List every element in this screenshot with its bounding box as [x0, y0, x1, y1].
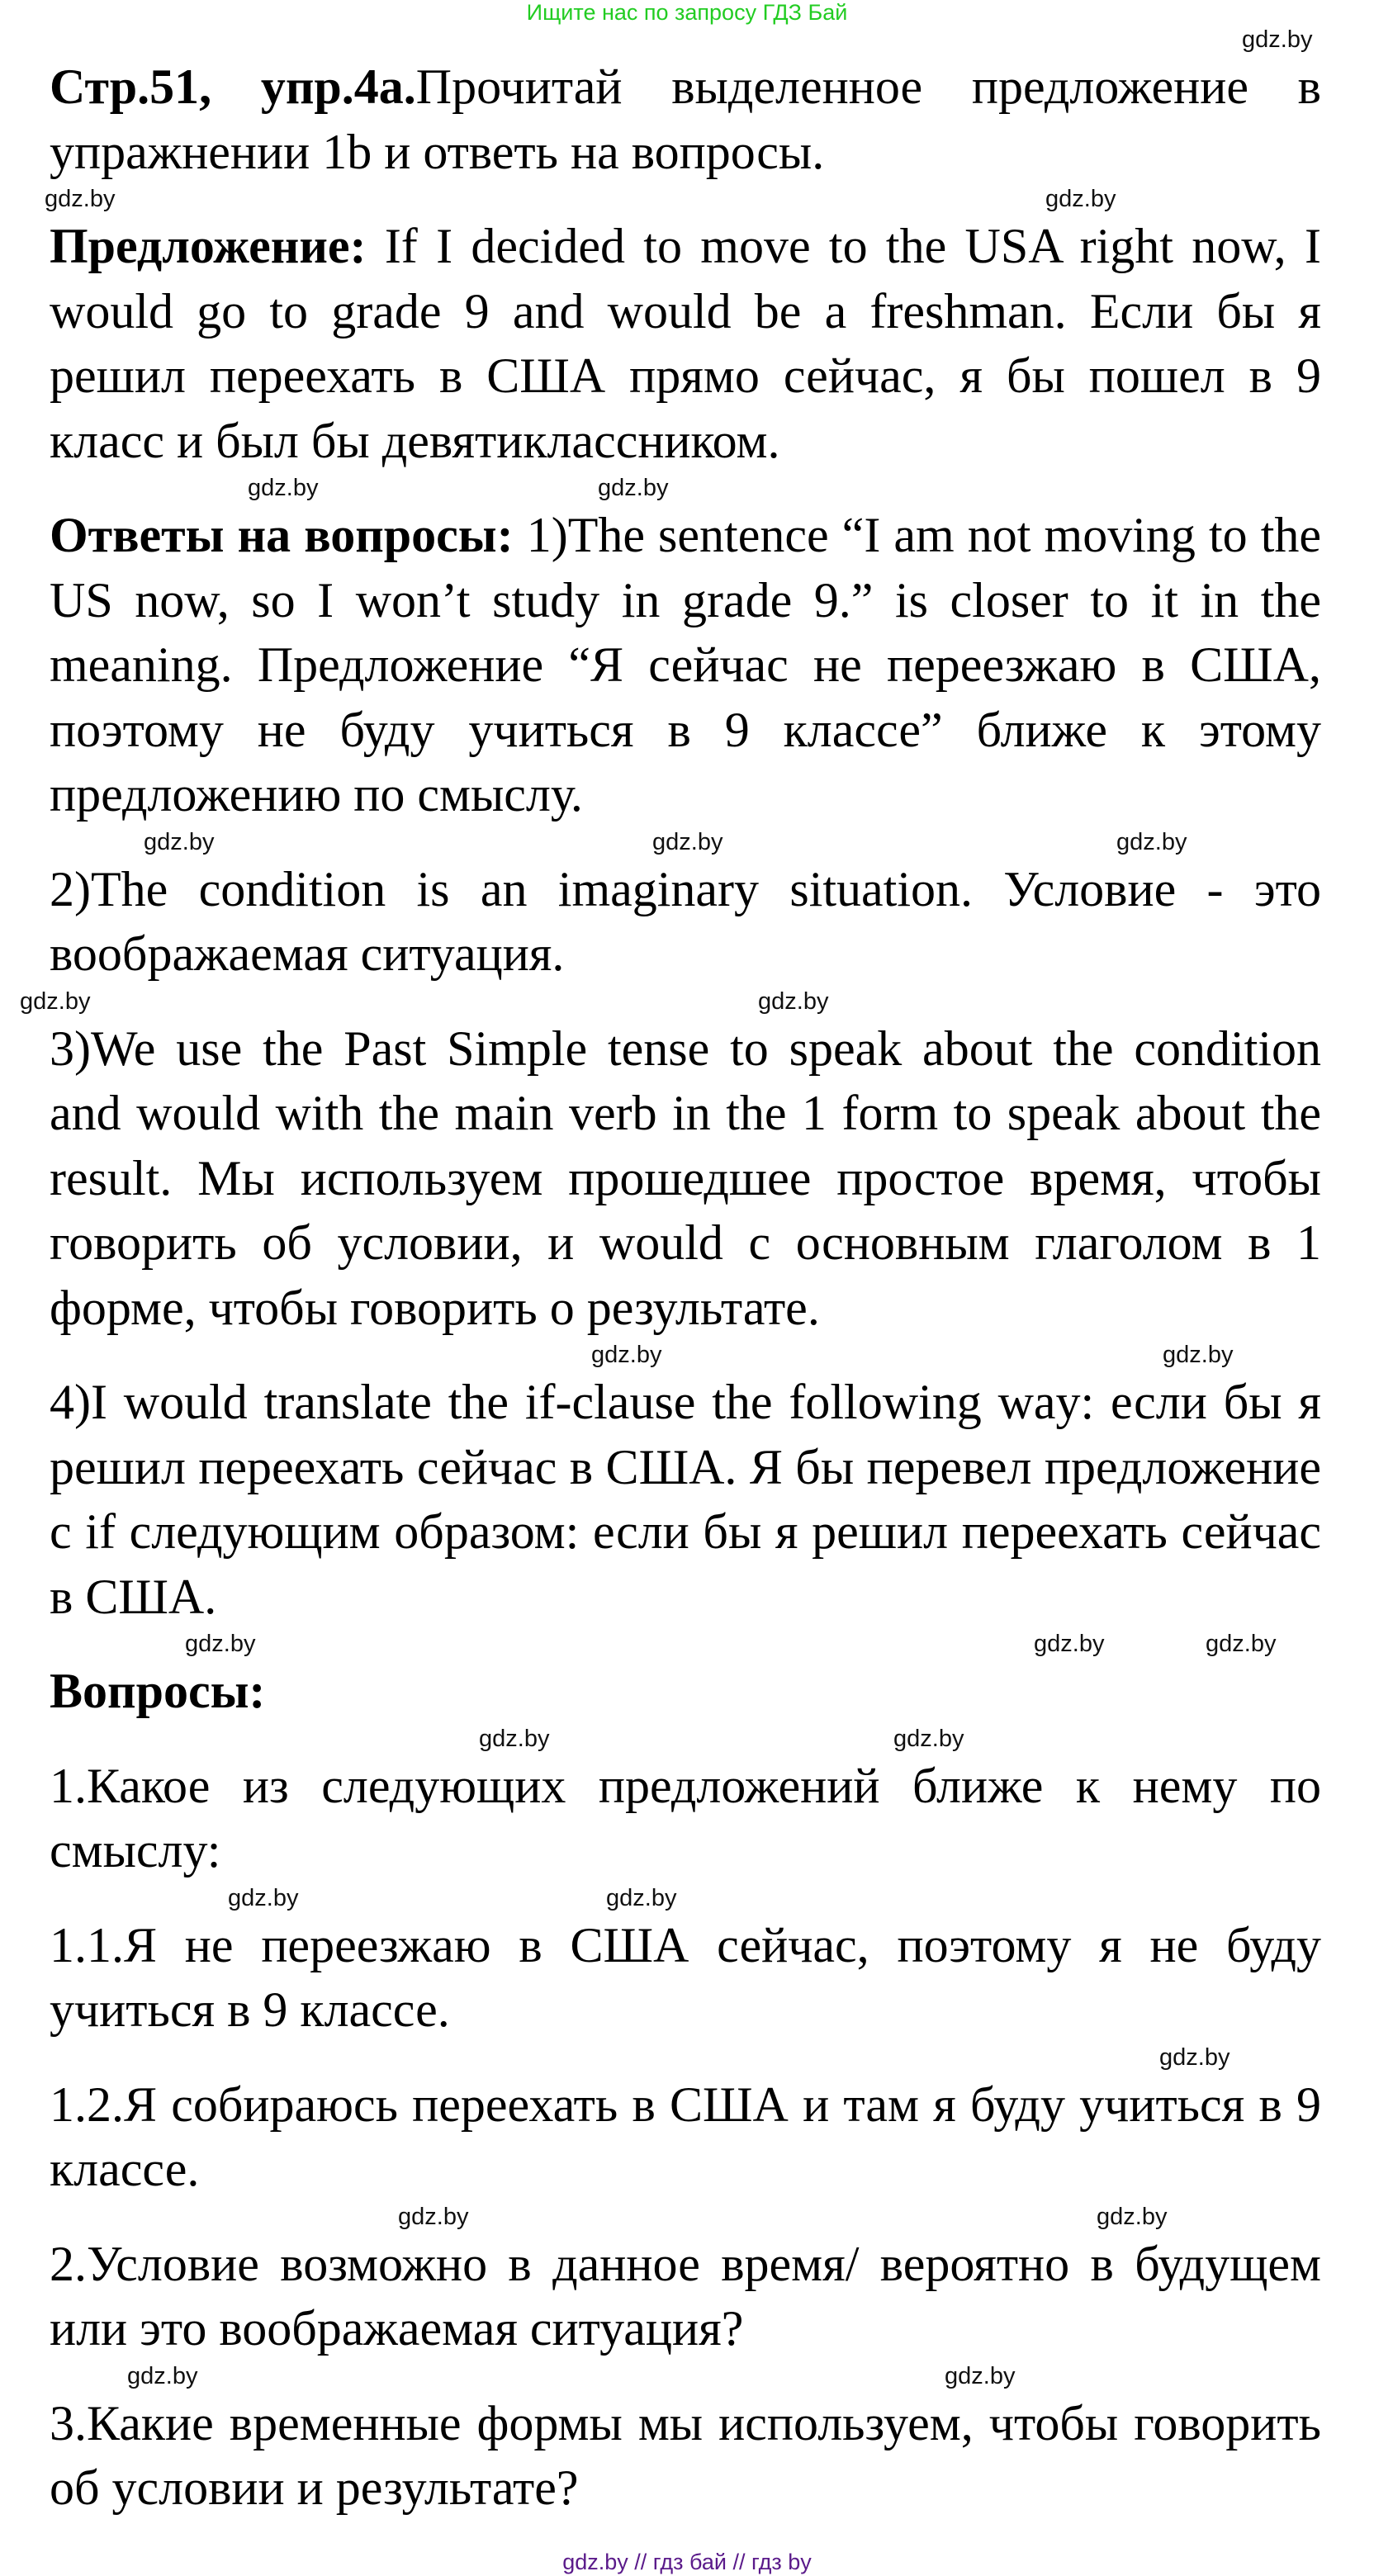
- document-body: [20, 25, 1321, 2521]
- watermark: gdz.by: [1159, 2043, 1230, 2071]
- question-2: 2.Условие возможно в данное время/ вероятно в будущем или это воображаемая ситуация?: [50, 2236, 1321, 2356]
- watermark: gdz.by: [144, 828, 215, 855]
- watermark: gdz.by: [1034, 1631, 1105, 1657]
- footer-links[interactable]: gdz.by // гдз бай // гдз by: [562, 2550, 812, 2574]
- watermark-row: [50, 1724, 1321, 1754]
- watermark: gdz.by: [1242, 26, 1313, 53]
- answers-label: Ответы на вопросы:: [50, 508, 514, 562]
- watermark-row: [50, 1883, 1321, 1913]
- watermark: gdz.by: [479, 1725, 550, 1752]
- watermark: gdz.by: [20, 987, 91, 1015]
- watermark: gdz.by: [945, 2362, 1016, 2389]
- watermark: gdz.by: [1206, 1631, 1277, 1657]
- watermark: gdz.by: [45, 186, 116, 212]
- questions-heading: Вопросы:: [50, 1664, 266, 1718]
- exercise-instruction: Прочитай выделенное предложение в упражнении 1b и ответь на вопросы.: [50, 59, 1321, 179]
- watermark-row: [50, 827, 1321, 857]
- answer-3: 3)We use the Past Simple tense to speak about the condition and would with the main verb in the 1 form to speak about the result. Мы используем прошедшее простое время, чтобы говорить об условии, и would с основным глаголом в 1 форме, чтобы говорить о результате.: [50, 1020, 1321, 1335]
- watermark: gdz.by: [1163, 1342, 1234, 1368]
- question-1-1: 1.1.Я не переезжаю в США сейчас, поэтому я не буду учиться в 9 классе.: [50, 1917, 1321, 2037]
- watermark: gdz.by: [1097, 2203, 1168, 2230]
- sentence-text: If I decided to move to the USA right now, I would go to grade 9 and would be a freshman. Если бы я решил переехать в США прямо сейчас, я бы пошел в 9 класс и был бы девятиклассником.: [50, 219, 1321, 468]
- answer-1: [50, 503, 1321, 827]
- watermark: gdz.by: [598, 475, 669, 501]
- watermark: gdz.by: [591, 1342, 662, 1368]
- question-1-2: 1.2.Я собираюсь переехать в США и там я буду учиться в 9 классе.: [50, 2076, 1321, 2196]
- watermark-row: [50, 1340, 1321, 1370]
- watermark: gdz.by: [652, 828, 723, 855]
- watermark: gdz.by: [398, 2203, 469, 2230]
- watermark-row: [45, 184, 1321, 214]
- question-1: 1.Какое из следующих предложений ближе к нему по смыслу:: [50, 1758, 1321, 1878]
- watermark: gdz.by: [1045, 186, 1116, 212]
- answer-4: 4)I would translate the if-clause the following way: если бы я решил переехать сейчас в США. Я бы перевел предложение с if следующим образом: если бы я решил переехать сейчас в США.: [50, 1375, 1321, 1624]
- sentence-label: Предложение:: [50, 219, 367, 273]
- watermark-row: [50, 1629, 1321, 1659]
- watermark-row: [50, 2043, 1321, 2072]
- watermark: gdz.by: [228, 1884, 299, 1911]
- watermark-row: [50, 473, 1321, 503]
- watermark: gdz.by: [758, 987, 829, 1015]
- search-banner[interactable]: Ищите нас по запросу ГДЗ Бай: [526, 0, 848, 25]
- watermark: gdz.by: [606, 1884, 677, 1911]
- watermark: gdz.by: [185, 1631, 256, 1657]
- watermark: gdz.by: [248, 475, 319, 501]
- sentence-paragraph: [50, 214, 1321, 473]
- exercise-title: [50, 54, 1321, 184]
- watermark-row: [50, 2202, 1321, 2232]
- watermark: gdz.by: [127, 2362, 198, 2389]
- watermark: gdz.by: [893, 1725, 964, 1752]
- question-3: 3.Какие временные формы мы используем, чтобы говорить об условии и результате?: [50, 2395, 1321, 2515]
- answer-1-text: 1)The sentence “I am not moving to the US now, so I won’t study in grade 9.” is closer to it in the meaning. Предложение “Я сейчас не переезжаю в США, поэтому не буду учиться в 9 классе” ближе к этому предложению по смыслу.: [50, 508, 1321, 822]
- answer-2: 2)The condition is an imaginary situation. Условие - это воображаемая ситуация.: [50, 861, 1321, 981]
- watermark-row: [50, 25, 1321, 54]
- watermark-row: [50, 2361, 1321, 2391]
- watermark: gdz.by: [1116, 828, 1187, 855]
- exercise-ref: Стр.51, упр.4а.: [50, 59, 416, 114]
- watermark-row: [20, 987, 1321, 1016]
